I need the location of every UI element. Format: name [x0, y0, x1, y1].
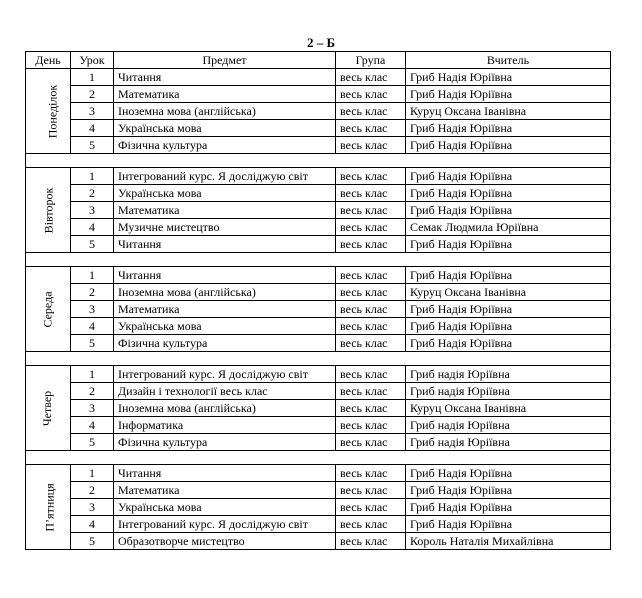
subject-cell: Читання	[114, 465, 336, 482]
day-cell	[26, 267, 71, 352]
group-cell: весь клас	[336, 499, 406, 516]
group-cell: весь клас	[336, 267, 406, 284]
subject-cell: Інформатика	[114, 417, 336, 434]
group-cell: весь клас	[336, 335, 406, 352]
teacher-cell: Гриб Надія Юріївна	[406, 482, 611, 499]
header-subject: Предмет	[114, 52, 336, 69]
subject-cell: Іноземна мова (англійська)	[114, 400, 336, 417]
day-name: Понеділок	[45, 84, 60, 138]
subject-cell: Фізична культура	[114, 335, 336, 352]
group-cell: весь клас	[336, 137, 406, 154]
teacher-cell: Гриб Надія Юріївна	[406, 236, 611, 253]
day-cell	[26, 168, 71, 253]
group-cell: весь клас	[336, 465, 406, 482]
subject-cell: Інтегрований курс. Я досліджую світ	[114, 168, 336, 185]
separator-cell	[26, 352, 611, 366]
teacher-cell: Гриб надія Юріївна	[406, 366, 611, 383]
group-cell: весь клас	[336, 103, 406, 120]
header-lesson: Урок	[71, 52, 114, 69]
lesson-number: 5	[71, 137, 114, 154]
day-name: Середа	[40, 290, 55, 328]
table-row	[26, 219, 611, 236]
group-cell: весь клас	[336, 301, 406, 318]
lesson-number: 1	[71, 69, 114, 86]
table-row	[26, 301, 611, 318]
day-separator	[26, 253, 611, 267]
table-row	[26, 267, 611, 284]
group-cell: весь клас	[336, 168, 406, 185]
subject-cell: Читання	[114, 236, 336, 253]
lesson-number: 4	[71, 219, 114, 236]
table-row	[26, 69, 611, 86]
lesson-number: 2	[71, 86, 114, 103]
group-cell: весь клас	[336, 366, 406, 383]
table-row	[26, 383, 611, 400]
day-cell	[26, 366, 71, 451]
teacher-cell: Гриб надія Юріївна	[406, 434, 611, 451]
teacher-cell: Гриб Надія Юріївна	[406, 516, 611, 533]
day-cell	[26, 69, 71, 154]
header-teacher: Вчитель	[406, 52, 611, 69]
subject-cell: Дизайн і технології весь клас	[114, 383, 336, 400]
header-day: День	[26, 52, 71, 69]
lesson-number: 1	[71, 267, 114, 284]
table-row	[26, 516, 611, 533]
group-cell: весь клас	[336, 236, 406, 253]
lesson-number: 4	[71, 417, 114, 434]
teacher-cell: Куруц Оксана Іванівна	[406, 103, 611, 120]
group-cell: весь клас	[336, 185, 406, 202]
table-row	[26, 86, 611, 103]
schedule-table	[25, 51, 611, 550]
subject-cell: Фізична культура	[114, 137, 336, 154]
lesson-number: 5	[71, 533, 114, 550]
teacher-cell: Гриб Надія Юріївна	[406, 86, 611, 103]
lesson-number: 3	[71, 202, 114, 219]
teacher-cell: Семак Людмила Юріївна	[406, 219, 611, 236]
table-row	[26, 284, 611, 301]
day-name: Четвер	[40, 390, 55, 426]
subject-cell: Фізична культура	[114, 434, 336, 451]
group-cell: весь клас	[336, 400, 406, 417]
lesson-number: 3	[71, 499, 114, 516]
table-row	[26, 137, 611, 154]
teacher-cell: Куруц Оксана Іванівна	[406, 400, 611, 417]
teacher-cell: Гриб Надія Юріївна	[406, 120, 611, 137]
day-separator	[26, 352, 611, 366]
group-cell: весь клас	[336, 202, 406, 219]
table-row	[26, 120, 611, 137]
subject-cell: Математика	[114, 202, 336, 219]
teacher-cell: Гриб Надія Юріївна	[406, 301, 611, 318]
lesson-number: 3	[71, 400, 114, 417]
day-cell	[26, 465, 71, 550]
day-name: Вівторок	[41, 187, 56, 233]
subject-cell: Математика	[114, 301, 336, 318]
day-separator	[26, 451, 611, 465]
table-row	[26, 434, 611, 451]
table-row	[26, 499, 611, 516]
subject-cell: Музичне мистецтво	[114, 219, 336, 236]
group-cell: весь клас	[336, 533, 406, 550]
table-row	[26, 318, 611, 335]
lesson-number: 5	[71, 434, 114, 451]
separator-cell	[26, 154, 611, 168]
group-cell: весь клас	[336, 482, 406, 499]
table-row	[26, 202, 611, 219]
table-row	[26, 103, 611, 120]
subject-cell: Іноземна мова (англійська)	[114, 284, 336, 301]
teacher-cell: Гриб надія Юріївна	[406, 383, 611, 400]
table-row	[26, 400, 611, 417]
subject-cell: Читання	[114, 267, 336, 284]
day-separator	[26, 154, 611, 168]
separator-cell	[26, 253, 611, 267]
table-row	[26, 335, 611, 352]
lesson-number: 2	[71, 284, 114, 301]
subject-cell: Читання	[114, 69, 336, 86]
group-cell: весь клас	[336, 219, 406, 236]
lesson-number: 5	[71, 236, 114, 253]
day-name: П’ятниця	[42, 482, 57, 532]
table-row	[26, 533, 611, 550]
subject-cell: Інтегрований курс. Я досліджую світ	[114, 516, 336, 533]
lesson-number: 2	[71, 383, 114, 400]
subject-cell: Українська мова	[114, 185, 336, 202]
header-row	[26, 52, 611, 69]
table-row	[26, 185, 611, 202]
teacher-cell: Гриб Надія Юріївна	[406, 465, 611, 482]
teacher-cell: Гриб Надія Юріївна	[406, 335, 611, 352]
subject-cell: Математика	[114, 482, 336, 499]
lesson-number: 3	[71, 301, 114, 318]
lesson-number: 2	[71, 185, 114, 202]
header-group: Група	[336, 52, 406, 69]
group-cell: весь клас	[336, 120, 406, 137]
group-cell: весь клас	[336, 516, 406, 533]
teacher-cell: Гриб Надія Юріївна	[406, 318, 611, 335]
teacher-cell: Гриб Надія Юріївна	[406, 168, 611, 185]
lesson-number: 2	[71, 482, 114, 499]
lesson-number: 1	[71, 366, 114, 383]
subject-cell: Українська мова	[114, 318, 336, 335]
subject-cell: Математика	[114, 86, 336, 103]
table-row	[26, 417, 611, 434]
lesson-number: 3	[71, 103, 114, 120]
lesson-number: 4	[71, 120, 114, 137]
group-cell: весь клас	[336, 318, 406, 335]
table-row	[26, 236, 611, 253]
teacher-cell: Гриб надія Юріївна	[406, 417, 611, 434]
teacher-cell: Гриб Надія Юріївна	[406, 137, 611, 154]
subject-cell: Образотворче мистецтво	[114, 533, 336, 550]
group-cell: весь клас	[336, 69, 406, 86]
separator-cell	[26, 451, 611, 465]
subject-cell: Іноземна мова (англійська)	[114, 103, 336, 120]
group-cell: весь клас	[336, 383, 406, 400]
lesson-number: 1	[71, 465, 114, 482]
teacher-cell: Гриб Надія Юріївна	[406, 202, 611, 219]
teacher-cell: Гриб Надія Юріївна	[406, 69, 611, 86]
table-row	[26, 366, 611, 383]
page-title: 2 – Б	[306, 35, 336, 50]
group-cell: весь клас	[336, 434, 406, 451]
lesson-number: 1	[71, 168, 114, 185]
lesson-number: 4	[71, 516, 114, 533]
teacher-cell: Гриб Надія Юріївна	[406, 185, 611, 202]
group-cell: весь клас	[336, 417, 406, 434]
teacher-cell: Куруц Оксана Іванівна	[406, 284, 611, 301]
teacher-cell: Гриб Надія Юріївна	[406, 267, 611, 284]
table-row	[26, 168, 611, 185]
lesson-number: 5	[71, 335, 114, 352]
lesson-number: 4	[71, 318, 114, 335]
group-cell: весь клас	[336, 284, 406, 301]
teacher-cell: Король Наталія Михайлівна	[406, 533, 611, 550]
subject-cell: Українська мова	[114, 499, 336, 516]
subject-cell: Інтегрований курс. Я досліджую світ	[114, 366, 336, 383]
teacher-cell: Гриб Надія Юріївна	[406, 499, 611, 516]
table-row	[26, 482, 611, 499]
subject-cell: Українська мова	[114, 120, 336, 137]
table-row	[26, 465, 611, 482]
group-cell: весь клас	[336, 86, 406, 103]
